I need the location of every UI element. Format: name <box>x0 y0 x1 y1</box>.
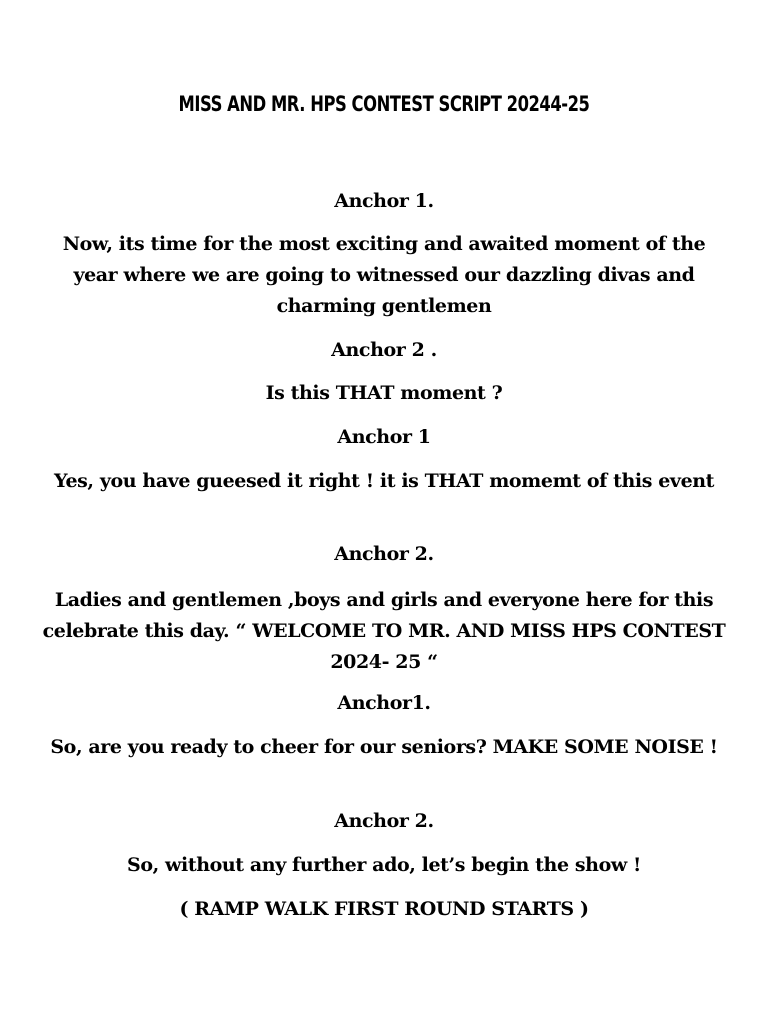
speaker-label: Anchor 2. <box>334 543 434 565</box>
dialogue-paragraph: Is this THAT moment ? <box>265 382 503 404</box>
speaker-label: Anchor 1. <box>334 190 434 212</box>
speaker-label: Anchor 2 . <box>331 339 437 361</box>
dialogue-paragraph: Yes, you have gueesed it right ! it is THAT momemt of this event <box>53 470 715 492</box>
dialogue-paragraph: Ladies and gentlemen ,boys and girls and everyone here for this celebrate this day. “ WELCOME TO MR. AND MISS HPS CONTEST 2024- 25 “ <box>42 589 726 673</box>
dialogue-paragraph: Now, its time for the most exciting and awaited moment of the year where we are going to witnessed our dazzling divas and charming gentlemen <box>62 233 706 317</box>
dialogue-paragraph: So, without any further ado, let’s begin the show ! <box>127 854 641 876</box>
speaker-label: Anchor1. <box>337 692 431 714</box>
speaker-label: Anchor 1 <box>337 426 431 448</box>
speaker-label: Anchor 2. <box>334 810 434 832</box>
script-title: MISS AND MR. HPS CONTEST SCRIPT 20244-25 <box>178 92 590 116</box>
stage-direction: ( RAMP WALK FIRST ROUND STARTS ) <box>179 898 589 920</box>
dialogue-paragraph: So, are you ready to cheer for our seniors? MAKE SOME NOISE ! <box>50 736 718 758</box>
